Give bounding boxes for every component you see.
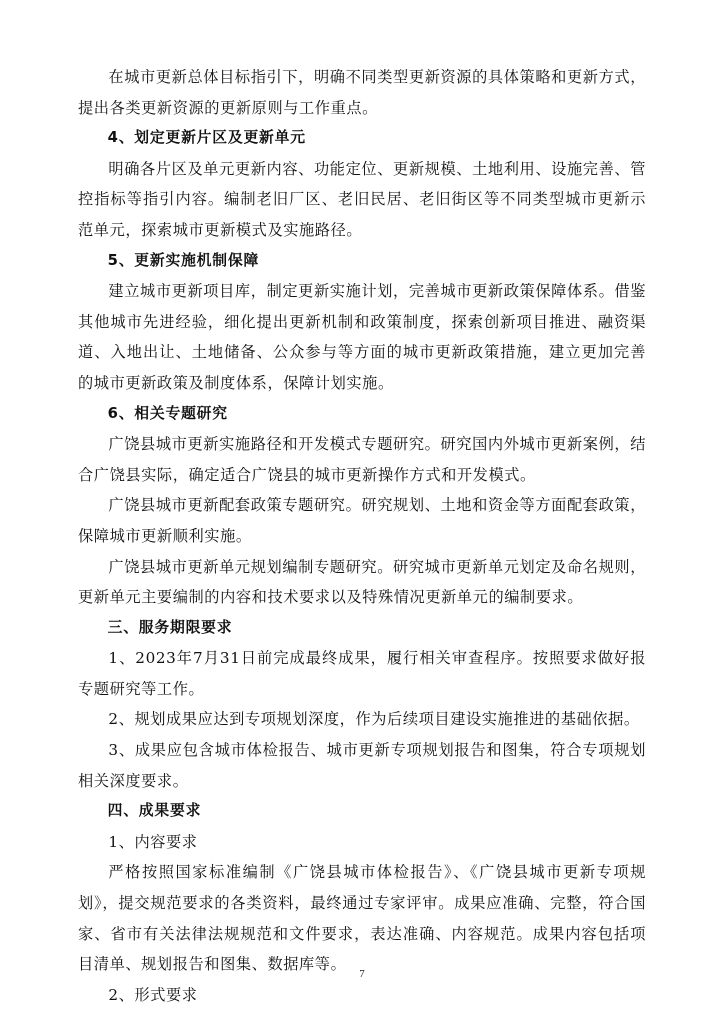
paragraph-service-period-1: 1、2023年7月31日前完成最终成果，履行相关审查程序。按照要求做好报专题研究等工作。 — [78, 649, 646, 698]
paragraph-study-development-model: 广饶县城市更新实施路径和开发模式专题研究。研究国内外城市更新案例，结合广饶县实际，确定适合广饶县的城市更新操作方式和开发模式。 — [78, 435, 646, 484]
paragraph-content-requirements: 严格按照国家标准编制《广饶县城市体检报告》、《广饶县城市更新专项规划》，提交规范要求的各类资料，最终通过专家评审。成果应准确、完整，符合国家、省市有关法律法规规范和文件要求，表达准确、内容规范。成果内容包括项目清单、规划报告和图集、数据库等。 — [78, 863, 646, 974]
paragraph-service-period-3: 3、成果应包含城市体检报告、城市更新专项规划报告和图集，符合专项规划相关深度要求。 — [78, 741, 646, 790]
heading-special-studies: 6、相关专题研究 — [107, 404, 228, 422]
document-page — [78, 62, 646, 1010]
paragraph-format-requirements-label: 2、形式要求 — [108, 985, 198, 1004]
paragraph-implementation-mechanism: 建立城市更新项目库，制定更新实施计划，完善城市更新政策保障体系。借鉴其他城市先进经验，细化提出更新机制和政策制度，探索创新项目推进、融资渠道、入地出让、土地储备、公众参与等方面的城市更新政策措施，建立更加完善的城市更新政策及制度体系，保障计划实施。 — [78, 282, 646, 392]
paragraph-update-zones: 明确各片区及单元更新内容、功能定位、更新规模、土地利用、设施完善、管控指标等指引内容。编制老旧厂区、老旧民居、老旧街区等不同类型城市更新示范单元，探索城市更新模式及实施路径。 — [78, 159, 646, 239]
paragraph-study-unit-planning: 广饶县城市更新单元规划编制专题研究。研究城市更新单元划定及命名规则，更新单元主要编制的内容和技术要求以及特殊情况更新单元的编制要求。 — [78, 557, 646, 607]
page-number: 7 — [359, 968, 365, 980]
heading-deliverable-requirements: 四、成果要求 — [107, 802, 202, 820]
heading-service-period: 三、服务期限要求 — [107, 618, 233, 636]
heading-implementation-mechanism: 5、更新实施机制保障 — [107, 251, 260, 269]
paragraph-service-period-2: 2、规划成果应达到专项规划深度，作为后续项目建设实施推进的基础依据。 — [108, 710, 640, 729]
paragraph-content-requirements-label: 1、内容要求 — [108, 832, 198, 851]
heading-update-zones: 4、划定更新片区及更新单元 — [107, 129, 306, 147]
paragraph-study-supporting-policy: 广饶县城市更新配套政策专题研究。研究规划、土地和资金等方面配套政策，保障城市更新顺利实施。 — [78, 496, 646, 545]
paragraph-strategy-intro: 在城市更新总体目标指引下，明确不同类型更新资源的具体策略和更新方式，提出各类更新资源的更新原则与工作重点。 — [78, 68, 646, 117]
